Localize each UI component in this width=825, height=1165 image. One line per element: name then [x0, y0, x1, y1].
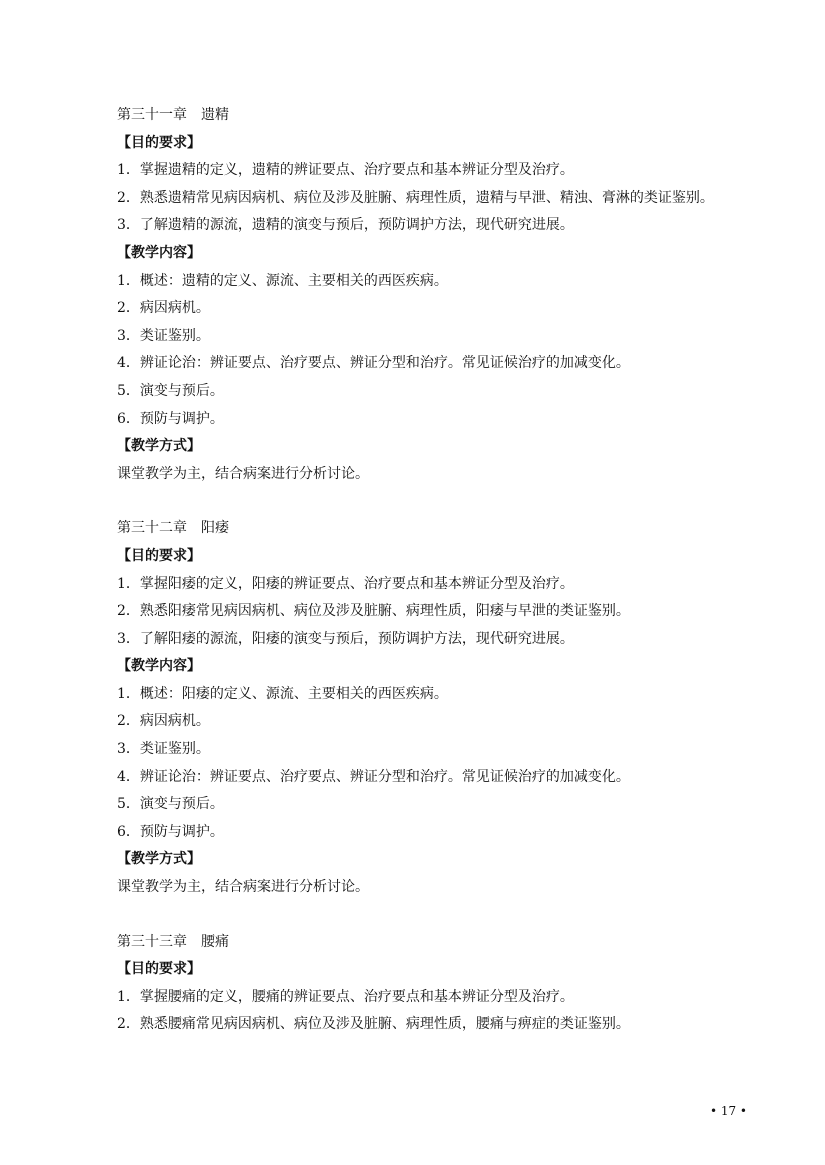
chapter-33 [82, 929, 752, 1039]
page-number: • 17 • [709, 1104, 747, 1118]
content-heading: 【教学内容】 [117, 244, 201, 261]
chapter-title: 第三十三章 腰痛 [117, 933, 229, 950]
objective-item: 1．掌握阳痿的定义，阳痿的辨证要点、治疗要点和基本辨证分型及治疗。 [117, 575, 574, 592]
content-item: 2．病因病机。 [117, 300, 210, 317]
content-item: 1．概述：阳痿的定义、源流、主要相关的西医疾病。 [117, 685, 448, 702]
content-item: 1．概述：遗精的定义、源流、主要相关的西医疾病。 [117, 272, 448, 289]
method-heading: 【教学方式】 [117, 851, 201, 868]
chapter-title: 第三十一章 遗精 [117, 107, 229, 123]
content-item: 2．病因病机。 [117, 713, 210, 730]
content-item: 5．演变与预后。 [117, 796, 224, 813]
objective-item: 2．熟悉遗精常见病因病机、病位及涉及脏腑、病理性质，遗精与早泄、精浊、膏淋的类证鉴别。 [117, 189, 714, 206]
content-item: 4．辨证论治：辨证要点、治疗要点、辨证分型和治疗。常见证候治疗的加减变化。 [117, 355, 630, 372]
content-item: 6．预防与调护。 [117, 823, 224, 840]
chapter-32 [82, 515, 752, 901]
chapter-title: 第三十二章 阳痿 [117, 520, 229, 537]
method-text: 课堂教学为主，结合病案进行分析讨论。 [117, 465, 369, 482]
objective-item: 3．了解阳痿的源流，阳痿的演变与预后，预防调护方法，现代研究进展。 [117, 630, 574, 647]
objectives-heading: 【目的要求】 [117, 547, 201, 564]
objective-item: 2．熟悉阳痿常见病因病机、病位及涉及脏腑、病理性质，阳痿与早泄的类证鉴别。 [117, 603, 630, 620]
objectives-heading: 【目的要求】 [117, 961, 201, 978]
content-item: 3．类证鉴别。 [117, 741, 210, 758]
chapter-31 [82, 102, 752, 488]
method-heading: 【教学方式】 [117, 438, 201, 455]
objective-item: 2．熟悉腰痛常见病因病机、病位及涉及脏腑、病理性质，腰痛与痹症的类证鉴别。 [117, 1016, 630, 1033]
content-item: 4．辨证论治：辨证要点、治疗要点、辨证分型和治疗。常见证候治疗的加减变化。 [117, 768, 630, 785]
method-text: 课堂教学为主，结合病案进行分析讨论。 [117, 879, 369, 896]
content-item: 5．演变与预后。 [117, 382, 224, 399]
content-heading: 【教学内容】 [117, 658, 201, 675]
objectives-heading: 【目的要求】 [117, 134, 201, 151]
objective-item: 3．了解遗精的源流，遗精的演变与预后，预防调护方法，现代研究进展。 [117, 217, 574, 234]
content-item: 6．预防与调护。 [117, 410, 224, 427]
content-item: 3．类证鉴别。 [117, 327, 210, 344]
page-content [82, 102, 752, 1039]
objective-item: 1．掌握遗精的定义，遗精的辨证要点、治疗要点和基本辨证分型及治疗。 [117, 162, 574, 179]
objective-item: 1．掌握腰痛的定义，腰痛的辨证要点、治疗要点和基本辨证分型及治疗。 [117, 988, 574, 1005]
